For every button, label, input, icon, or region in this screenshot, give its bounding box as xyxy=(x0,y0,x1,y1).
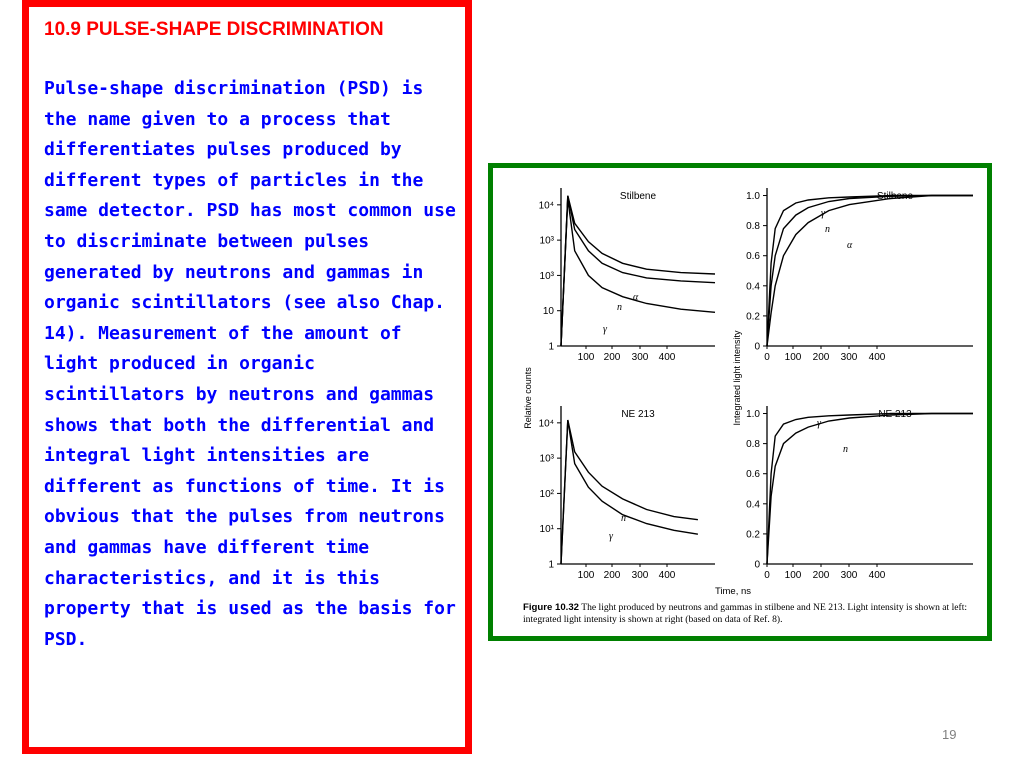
series-label: γ xyxy=(817,418,821,429)
series-line-3-0 xyxy=(767,414,973,565)
series-label: γ xyxy=(609,531,613,542)
series-line-0-1 xyxy=(561,196,715,346)
xlabel-time: Time, ns xyxy=(714,586,752,597)
panel-title: NE 213 xyxy=(621,409,655,420)
series-line-0-0 xyxy=(561,196,715,346)
y-tick-label: 10¹ xyxy=(539,524,554,536)
figure-caption-label: Figure 10.32 xyxy=(523,602,579,613)
series-label: n xyxy=(621,513,626,524)
figure-caption-text: The light produced by neutrons and gammas in stilbene and NE 213. Light intensity is shown at left: integrated light intensity is shown at right (based on data of Ref. 8). xyxy=(523,602,968,625)
y-tick-label: 10² xyxy=(539,488,554,500)
y-tick-label: 10 xyxy=(542,306,554,318)
x-tick-label: 400 xyxy=(658,570,676,581)
text-box xyxy=(22,0,472,754)
y-tick-label: 10⁴ xyxy=(538,200,554,212)
y-tick-label: 0.6 xyxy=(746,469,760,481)
x-tick-label: 200 xyxy=(603,570,621,581)
x-tick-label: 400 xyxy=(868,352,886,363)
x-tick-label: 100 xyxy=(784,570,802,581)
x-tick-label: 300 xyxy=(840,570,858,581)
series-line-2-1 xyxy=(561,420,698,564)
series-label: γ xyxy=(603,324,607,335)
y-tick-label: 0.4 xyxy=(746,499,760,511)
y-tick-label: 1.0 xyxy=(746,191,760,203)
y-tick-label: 1.0 xyxy=(746,409,760,421)
x-tick-label: 400 xyxy=(868,570,886,581)
series-line-1-0 xyxy=(767,196,973,347)
series-line-2-0 xyxy=(561,420,698,564)
figure-svg xyxy=(493,168,987,636)
x-tick-label: 100 xyxy=(784,352,802,363)
x-tick-label: 400 xyxy=(658,352,676,363)
y-tick-label: 0.8 xyxy=(746,221,760,233)
y-tick-label: 10³ xyxy=(539,453,554,465)
series-line-1-2 xyxy=(767,196,973,347)
series-line-1-1 xyxy=(767,196,973,347)
page-number: 19 xyxy=(942,727,957,742)
series-line-0-2 xyxy=(561,199,715,346)
ylabel-integrated-light: Integrated light intensity xyxy=(732,330,742,426)
y-tick-label: 0 xyxy=(754,341,760,353)
y-tick-label: 0.2 xyxy=(746,529,760,541)
y-tick-label: 0.2 xyxy=(746,311,760,323)
x-tick-label: 300 xyxy=(631,570,649,581)
x-tick-label: 0 xyxy=(764,570,770,581)
x-tick-label: 100 xyxy=(577,352,595,363)
series-label: n xyxy=(617,302,622,313)
series-label: n xyxy=(843,444,848,455)
series-label: α xyxy=(633,292,639,303)
y-tick-label: 10³ xyxy=(539,235,554,247)
panel-title: Stilbene xyxy=(619,191,657,202)
y-tick-label: 0.4 xyxy=(746,281,760,293)
y-tick-label: 0 xyxy=(754,559,760,571)
slide-body-text: Pulse-shape discrimination (PSD) is the name given to a process that differentiates pulses produced by different types of particles in the same detector. PSD has most common use to discriminate between pulses generated by neutrons and gammas in organic scintillators (see also Chap. 14). Measurement of the amount of light produced in organic scintillators by neutrons and gammas shows that both the differential and integral light intensities are different as functions of time. It is obvious that the pulses from neutrons and gammas have different time characteristics, and it is this property that is used as the basis for PSD. xyxy=(44,78,456,650)
ylabel-relative-counts: Relative counts xyxy=(523,367,533,429)
x-tick-label: 300 xyxy=(840,352,858,363)
x-tick-label: 0 xyxy=(764,352,770,363)
series-label: α xyxy=(847,240,853,251)
panel-title: NE 213 xyxy=(878,409,912,420)
figure-box xyxy=(488,163,992,641)
panel-title: Stilbene xyxy=(876,191,914,202)
y-tick-label: 1 xyxy=(548,559,554,571)
x-tick-label: 200 xyxy=(812,352,830,363)
y-tick-label: 10⁴ xyxy=(538,418,554,430)
slide-heading: 10.9 PULSE-SHAPE DISCRIMINATION xyxy=(44,19,384,40)
y-tick-label: 1 xyxy=(548,341,554,353)
x-tick-label: 100 xyxy=(577,570,595,581)
y-tick-label: 0.6 xyxy=(746,251,760,263)
x-tick-label: 200 xyxy=(812,570,830,581)
series-line-3-1 xyxy=(767,414,973,565)
y-tick-label: 0.8 xyxy=(746,439,760,451)
series-label: n xyxy=(825,224,830,235)
x-tick-label: 200 xyxy=(603,352,621,363)
y-tick-label: 10³ xyxy=(539,270,554,282)
figure-caption xyxy=(523,602,983,626)
x-tick-label: 300 xyxy=(631,352,649,363)
series-label: γ xyxy=(821,208,825,219)
